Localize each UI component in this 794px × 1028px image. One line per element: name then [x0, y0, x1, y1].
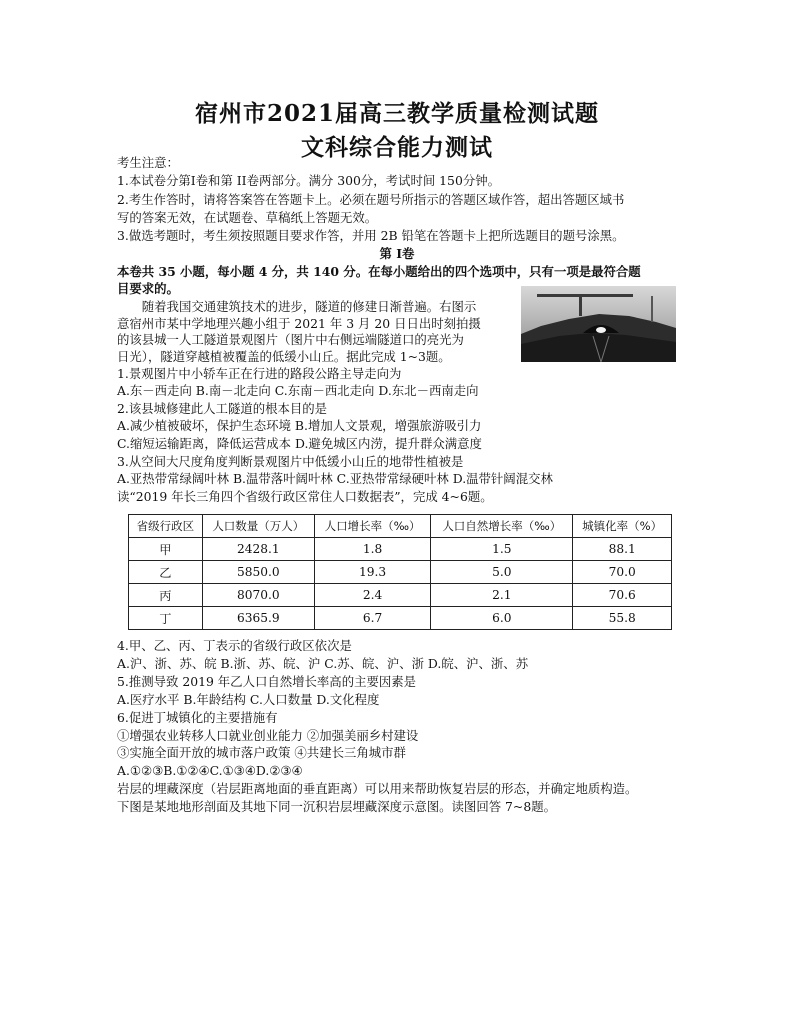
table-header: 人口增长率（‰）	[314, 515, 430, 538]
question-options: A.①②③B.①②④C.①③④D.②③④	[117, 763, 303, 778]
question-options: A.减少植被破坏，保护生态环境 B.增加人文景观，增强旅游吸引力	[117, 418, 482, 433]
table-cell: 6.0	[431, 607, 573, 630]
table-row	[129, 607, 672, 630]
question-options: ③实施全面开放的城市落户政策 ④共建长三角城市群	[117, 745, 406, 760]
question-options: A.亚热带常绿阔叶林 B.温带落叶阔叶林 C.亚热带常绿硬叶林 D.温带针阔混交林	[117, 471, 553, 486]
question-text: 读“2019 年长三角四个省级行政区常住人口数据表”，完成 4~6题。	[117, 489, 493, 504]
table-header: 人口自然增长率（‰）	[431, 515, 573, 538]
question-text: 2.该县城修建此人工隧道的根本目的是	[117, 401, 328, 416]
question-options: C.缩短运输距离，降低运营成本 D.避免城区内涝，提升群众满意度	[117, 436, 482, 451]
question-options: A.沪、浙、苏、皖 B.浙、苏、皖、沪 C.苏、皖、沪、浙 D.皖、沪、浙、苏	[117, 656, 529, 671]
section-intro: 本卷共 35 小题，每小题 4 分，共 140 分。在每小题给出的四个选项中，只有一项是最符合题	[117, 264, 641, 279]
question-text: 1.景观图片中小轿车正在行进的路段公路主导走向为	[117, 366, 402, 381]
question-options: ①增强农业转移人口就业创业能力 ②加强美丽乡村建设	[117, 728, 419, 743]
table-row	[129, 584, 672, 607]
table-cell: 8070.0	[202, 584, 314, 607]
passage-line: 下图是某地地形剖面及其地下同一沉积岩层埋藏深度示意图。读图回答 7~8题。	[117, 799, 556, 814]
table-row	[129, 561, 672, 584]
question-options: A.东－西走向 B.南－北走向 C.东南－西北走向 D.东北－西南走向	[117, 383, 479, 398]
passage-line: 日光），隧道穿越植被覆盖的低缓小山丘。据此完成 1~3题。	[117, 349, 451, 364]
table-header: 省级行政区	[129, 515, 203, 538]
passage-line: 随着我国交通建筑技术的进步，隧道的修建日渐普遍。右图示	[117, 299, 477, 314]
table-cell: 甲	[129, 538, 203, 561]
table-header: 人口数量（万人）	[202, 515, 314, 538]
table-cell: 丁	[129, 607, 203, 630]
page-subtitle: 文科综合能力测试	[301, 134, 493, 161]
passage-line: 岩层的埋藏深度（岩层距离地面的垂直距离）可以用来帮助恢复岩层的形态，并确定地质构造。	[117, 781, 638, 796]
population-table	[128, 514, 672, 630]
notice-item: 2.考生作答时，请将答案答在答题卡上。必须在题号所指示的答题区域作答，超出答题区域书	[117, 192, 625, 207]
passage-line: 的该县城一人工隧道景观图片（图片中右侧远端隧道口的亮光为	[117, 332, 464, 347]
table-cell: 乙	[129, 561, 203, 584]
table-cell: 88.1	[573, 538, 672, 561]
table-cell: 丙	[129, 584, 203, 607]
table-cell: 70.0	[573, 561, 672, 584]
page-title: 宿州市2021届高三教学质量检测试题	[194, 100, 599, 127]
notice-item: 1.本试卷分第I卷和第 II卷两部分。满分 300分，考试时间 150分钟。	[117, 173, 500, 188]
table-cell: 1.8	[314, 538, 430, 561]
table-cell: 6365.9	[202, 607, 314, 630]
question-text: 5.推测导致 2019 年乙人口自然增长率高的主要因素是	[117, 674, 417, 689]
notice-item: 写的答案无效，在试题卷、草稿纸上答题无效。	[117, 210, 378, 225]
table-cell: 19.3	[314, 561, 430, 584]
passage-line: 意宿州市某中学地理兴趣小组于 2021 年 3 月 20 日日出时刻拍摄	[117, 316, 481, 331]
question-text: 4.甲、乙、丙、丁表示的省级行政区依次是	[117, 638, 352, 653]
table-cell: 5.0	[431, 561, 573, 584]
table-cell: 1.5	[431, 538, 573, 561]
table-cell: 55.8	[573, 607, 672, 630]
section-intro: 目要求的。	[117, 281, 179, 296]
question-text: 3.从空间大尺度角度判断景观图片中低缓小山丘的地带性植被是	[117, 454, 464, 469]
notice-item: 3.做选考题时，考生须按照题目要求作答，并用 2B 铅笔在答题卡上把所选题目的题号涂黑。	[117, 228, 625, 243]
tunnel-photo-image	[521, 286, 676, 362]
table-cell: 5850.0	[202, 561, 314, 584]
table-cell: 70.6	[573, 584, 672, 607]
question-options: A.医疗水平 B.年龄结构 C.人口数量 D.文化程度	[117, 692, 380, 707]
table-cell: 2.4	[314, 584, 430, 607]
table-header: 城镇化率（%）	[573, 515, 672, 538]
table-row	[129, 538, 672, 561]
table-cell: 2428.1	[202, 538, 314, 561]
table-header-row	[129, 515, 672, 538]
table-cell: 6.7	[314, 607, 430, 630]
section-title: 第 I卷	[379, 246, 415, 261]
question-text: 6.促进丁城镇化的主要措施有	[117, 710, 278, 725]
notice-heading: 考生注意：	[117, 155, 179, 170]
tunnel-photo	[521, 286, 676, 362]
table-cell: 2.1	[431, 584, 573, 607]
